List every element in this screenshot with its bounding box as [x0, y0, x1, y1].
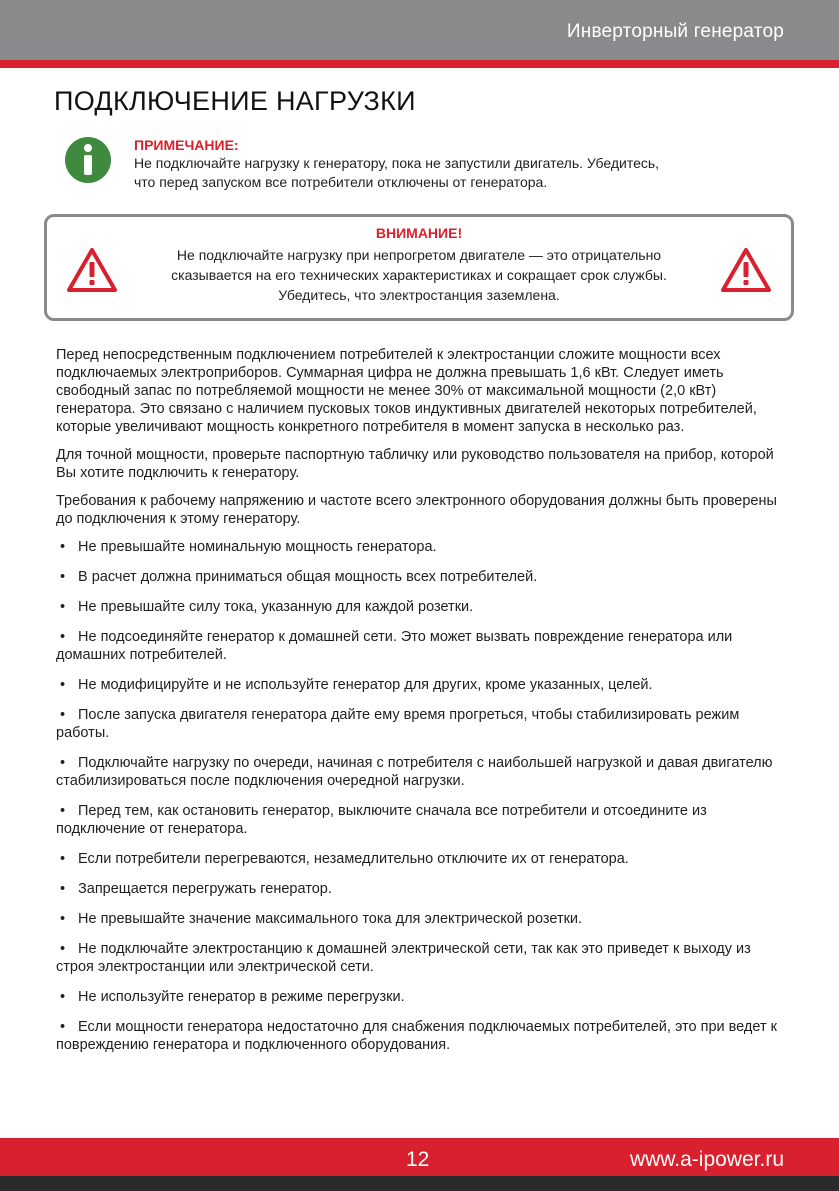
list-item-text: Перед тем, как остановить генератор, выключите сначала все потребители и отсоедините из подключение от генератора. [56, 803, 707, 837]
paragraph: Перед непосредственным подключением потребителей к электростанции сложите мощности всех подключаемых электроприборов. Суммарная цифра не должна превышать 1,6 кВт. Следует иметь свободный запас по потребляемой мощности не менее 30% от максимальной мощности (2,0 кВт) генератора. Это связано с наличием пусковых токов индуктивных двигателей некоторых потребителей, которые увеличивают мощность конкретного потребителя в момент запуска в несколько раз. [56, 347, 757, 435]
list-item [56, 988, 791, 1006]
list-item [56, 676, 791, 694]
list-item [56, 940, 791, 976]
list-item [56, 754, 791, 790]
list-item [56, 910, 791, 928]
bullet-icon: • [60, 707, 66, 723]
list-item-text: Если потребители перегреваются, незамедлительно отключите их от генератора. [78, 851, 629, 867]
note-text [134, 154, 754, 192]
paragraph: Требования к рабочему напряжению и частоте всего электронного оборудования должны быть проверены до подключения к этому генератору. [56, 493, 777, 527]
list-item-text: Не используйте генератор в режиме перегрузки. [78, 989, 405, 1005]
bullet-icon: • [60, 989, 66, 1005]
list-item [56, 568, 791, 586]
note-line: что перед запуском все потребители отключены от генератора. [134, 174, 548, 190]
note-title: ПРИМЕЧАНИЕ: [134, 137, 239, 153]
list-item-text: Не модифицируйте и не используйте генератор для других, кроме указанных, целей. [78, 677, 653, 693]
bullet-icon: • [60, 851, 66, 867]
list-item-text: Не подключайте электростанцию к домашней электрической сети, так как это приведет к выходу из строя электростанции или электрической сети. [56, 941, 751, 975]
list-item-text: Не превышайте значение максимального тока для электрической розетки. [78, 911, 583, 927]
list-item-text: Запрещается перегружать генератор. [78, 881, 332, 897]
warning-box [44, 214, 794, 321]
bullet-icon: • [60, 569, 66, 585]
bullet-icon: • [60, 539, 66, 555]
bullet-list [56, 538, 791, 1054]
list-item [56, 538, 791, 556]
bullet-icon: • [60, 803, 66, 819]
page-header [0, 0, 839, 60]
page-title: ПОДКЛЮЧЕНИЕ НАГРУЗКИ [54, 86, 416, 116]
list-item [56, 1018, 791, 1054]
list-item [56, 598, 791, 616]
list-item-text: После запуска двигателя генератора дайте ему время прогреться, чтобы стабилизировать режим работы. [56, 707, 740, 741]
list-item-text: Не превышайте номинальную мощность генератора. [78, 539, 437, 555]
bullet-icon: • [60, 599, 66, 615]
list-item [56, 706, 791, 742]
bullet-icon: • [60, 881, 66, 897]
header-stripe [0, 60, 839, 68]
list-item-text: Не превышайте силу тока, указанную для каждой розетки. [78, 599, 474, 615]
bullet-icon: • [60, 629, 66, 645]
warning-triangle-icon [66, 246, 118, 294]
body-content [56, 346, 791, 1066]
page-number: 12 [406, 1148, 430, 1171]
warning-line: сказывается на его технических характеристиках и сокращает срок службы. [171, 267, 667, 283]
info-icon [64, 136, 112, 184]
header-title: Инверторный генератор [566, 21, 784, 42]
list-item [56, 850, 791, 868]
list-item [56, 628, 791, 664]
warning-triangle-icon [720, 246, 772, 294]
paragraph: Для точной мощности, проверьте паспортную табличку или руководство пользователя на прибор, которой Вы хотите подключить к генератору. [56, 447, 774, 481]
bullet-icon: • [60, 755, 66, 771]
warning-title: ВНИМАНИЕ! [375, 225, 463, 241]
list-item-text: В расчет должна приниматься общая мощность всех потребителей. [78, 569, 538, 585]
bullet-icon: • [60, 677, 66, 693]
warning-line: Убедитесь, что электростанция заземлена. [278, 287, 560, 303]
bullet-icon: • [60, 1019, 66, 1035]
list-item-text: Подключайте нагрузку по очереди, начиная с потребителя с наибольшей нагрузкой и давая двигателю стабилизироваться после подключения очередной нагрузки. [56, 755, 773, 789]
list-item-text: Не подсоединяйте генератор к домашней сети. Это может вызвать повреждение генератора или домашних потребителей. [56, 629, 733, 663]
list-item-text: Если мощности генератора недостаточно для снабжения подключаемых потребителей, это при ведет к повреждению генератора и подключенного оборудования. [56, 1019, 777, 1053]
list-item [56, 880, 791, 898]
warning-line: Не подключайте нагрузку при непрогретом двигателе — это отрицательно [176, 247, 662, 263]
site-url[interactable]: www.a-ipower.ru [629, 1148, 784, 1171]
bullet-icon: • [60, 911, 66, 927]
warning-text [137, 245, 701, 305]
bullet-icon: • [60, 941, 66, 957]
footer-bar [0, 1176, 839, 1191]
note-line: Не подключайте нагрузку к генератору, пока не запустили двигатель. Убедитесь, [134, 155, 660, 171]
list-item [56, 802, 791, 838]
